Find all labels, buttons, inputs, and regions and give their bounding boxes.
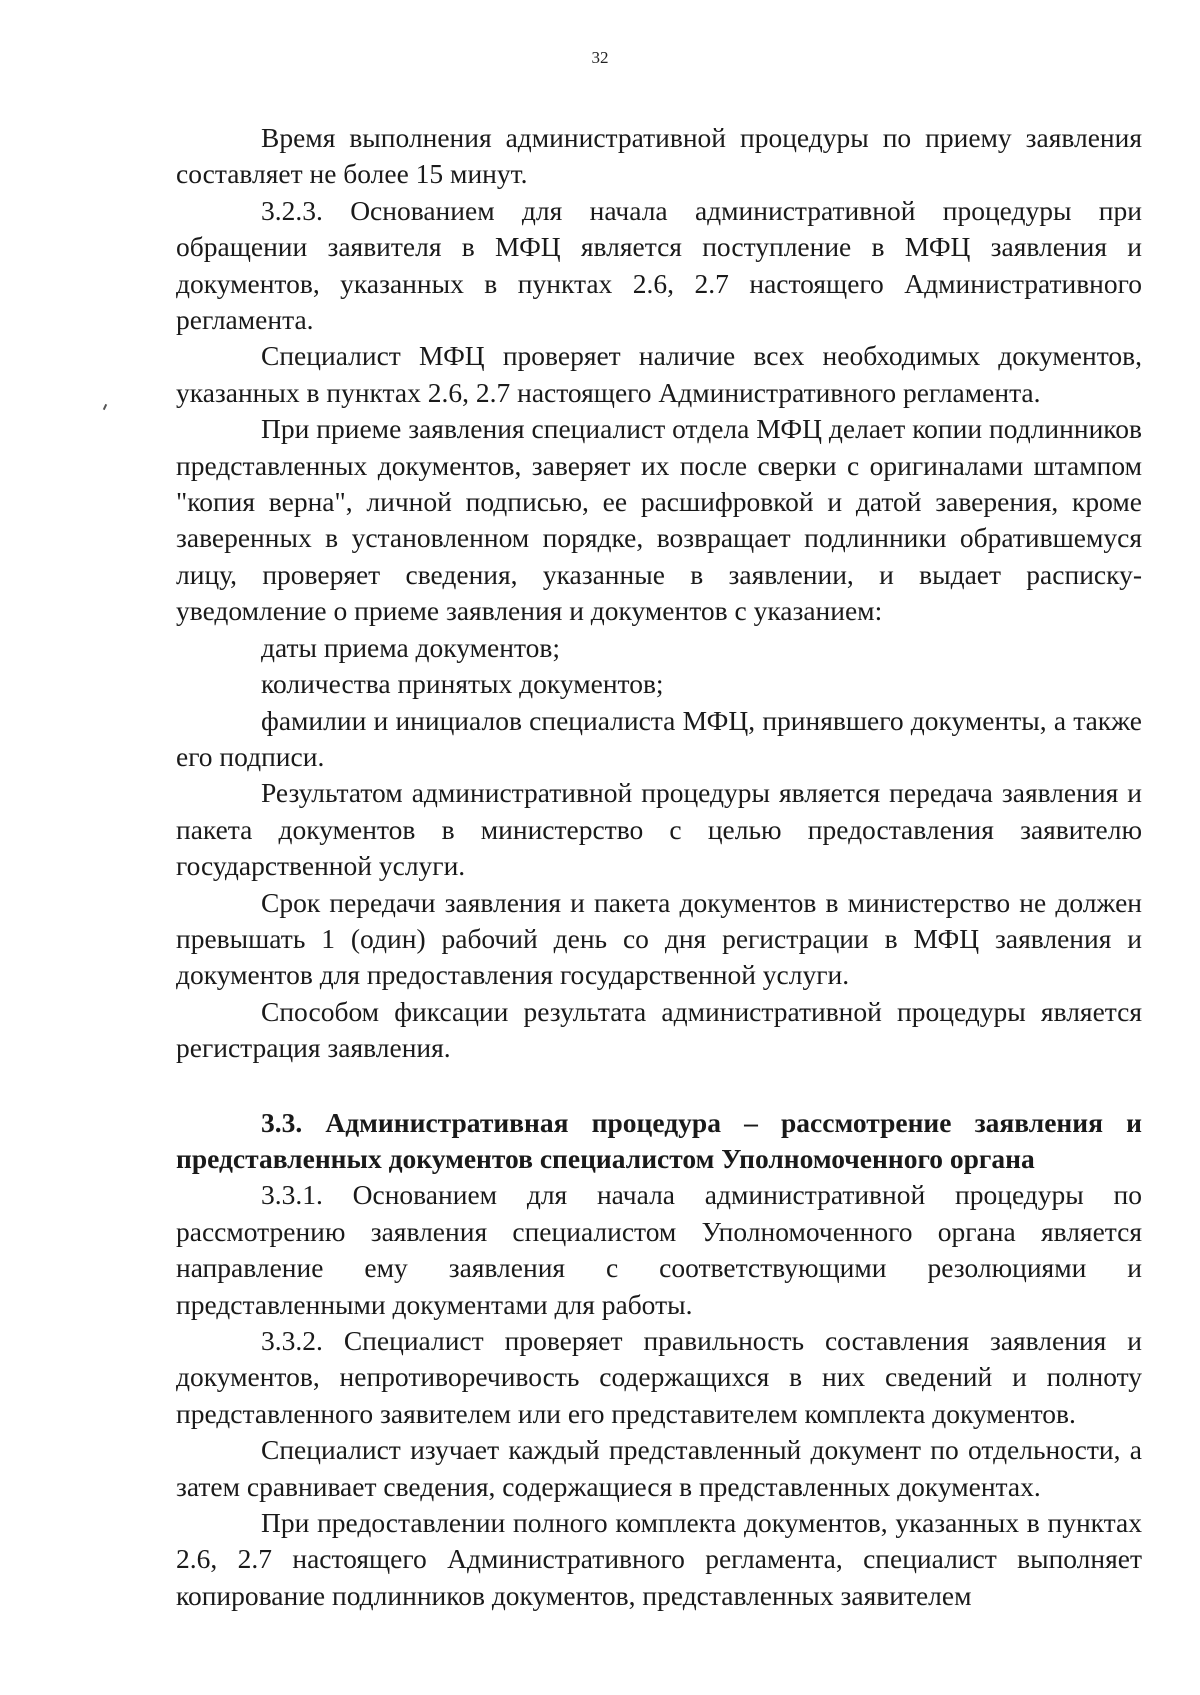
paragraph-full-set: При предоставлении полного комплекта документов, указанных в пунктах 2.6, 2.7 настоящего Административного регламента, специалист выполняет копирование подлинников документов, представленных заявителем bbox=[176, 1507, 1142, 1611]
paragraph-3-3-2: 3.3.2. Специалист проверяет правильность составления заявления и документов, непротиворечивость содержащихся в них сведений и полноту представленного заявителем или его представителем комплекта документов. bbox=[176, 1325, 1142, 1429]
list-item-count: количества принятых документов; bbox=[261, 668, 664, 700]
list-item-specialist: фамилии и инициалов специалиста МФЦ, принявшего документы, а также его подписи. bbox=[176, 704, 1142, 772]
list-item-date: даты приема документов; bbox=[261, 631, 560, 663]
paragraph-result: Результатом административной процедуры является передача заявления и пакета документов в министерство с целью предоставления заявителю государственной услуги. bbox=[176, 777, 1142, 882]
scan-speck bbox=[103, 404, 107, 410]
page-number: 32 bbox=[591, 48, 609, 67]
section-heading-3-3: 3.3. Административная процедура – рассмотрение заявления и представленных документов специалистом Уполномоченного органа bbox=[176, 1106, 1142, 1174]
paragraph-fixation-method: Способом фиксации результата административной процедуры является регистрация заявления. bbox=[176, 995, 1142, 1064]
paragraph-document-check: Специалист МФЦ проверяет наличие всех необходимых документов, указанных в пунктах 2.6, 2.7 настоящего Административного регламента. bbox=[176, 340, 1142, 408]
paragraph-3-2-3: 3.2.3. Основанием для начала административной процедуры при обращении заявителя в МФЦ является поступление в МФЦ заявления и документов, указанных в пунктах 2.6, 2.7 настоящего Административного регламента. bbox=[176, 194, 1142, 336]
paragraph-3-3-1: 3.3.1. Основанием для начала административной процедуры по рассмотрению заявления специалистом Уполномоченного органа является направление ему заявления с соответствующими резолюциями и представленными документами для работы. bbox=[176, 1179, 1142, 1320]
paragraph-study-documents: Специалист изучает каждый представленный документ по отдельности, а затем сравнивает сведения, содержащиеся в представленных документах. bbox=[176, 1434, 1142, 1502]
paragraph-transfer-deadline: Срок передачи заявления и пакета документов в министерство не должен превышать 1 (один) рабочий день со дня регистрации в МФЦ заявления и документов для предоставления государственной услуги. bbox=[176, 886, 1142, 991]
paragraph-application-intake: При приеме заявления специалист отдела МФЦ делает копии подлинников представленных документов, заверяет их после сверки с оригиналами штампом "копия верна", личной подписью, ее расшифровкой и датой заверения, кроме заверенных в установленном порядке, возвращает подлинники обратившемуся лицу, проверяет сведения, указанные в заявлении, и выдает расписку-уведомление о приеме заявления и документов с указанием: bbox=[176, 413, 1142, 627]
paragraph-time-limit: Время выполнения административной процедуры по приему заявления составляет не более 15 минут. bbox=[176, 122, 1142, 190]
document-body bbox=[176, 120, 1142, 1614]
